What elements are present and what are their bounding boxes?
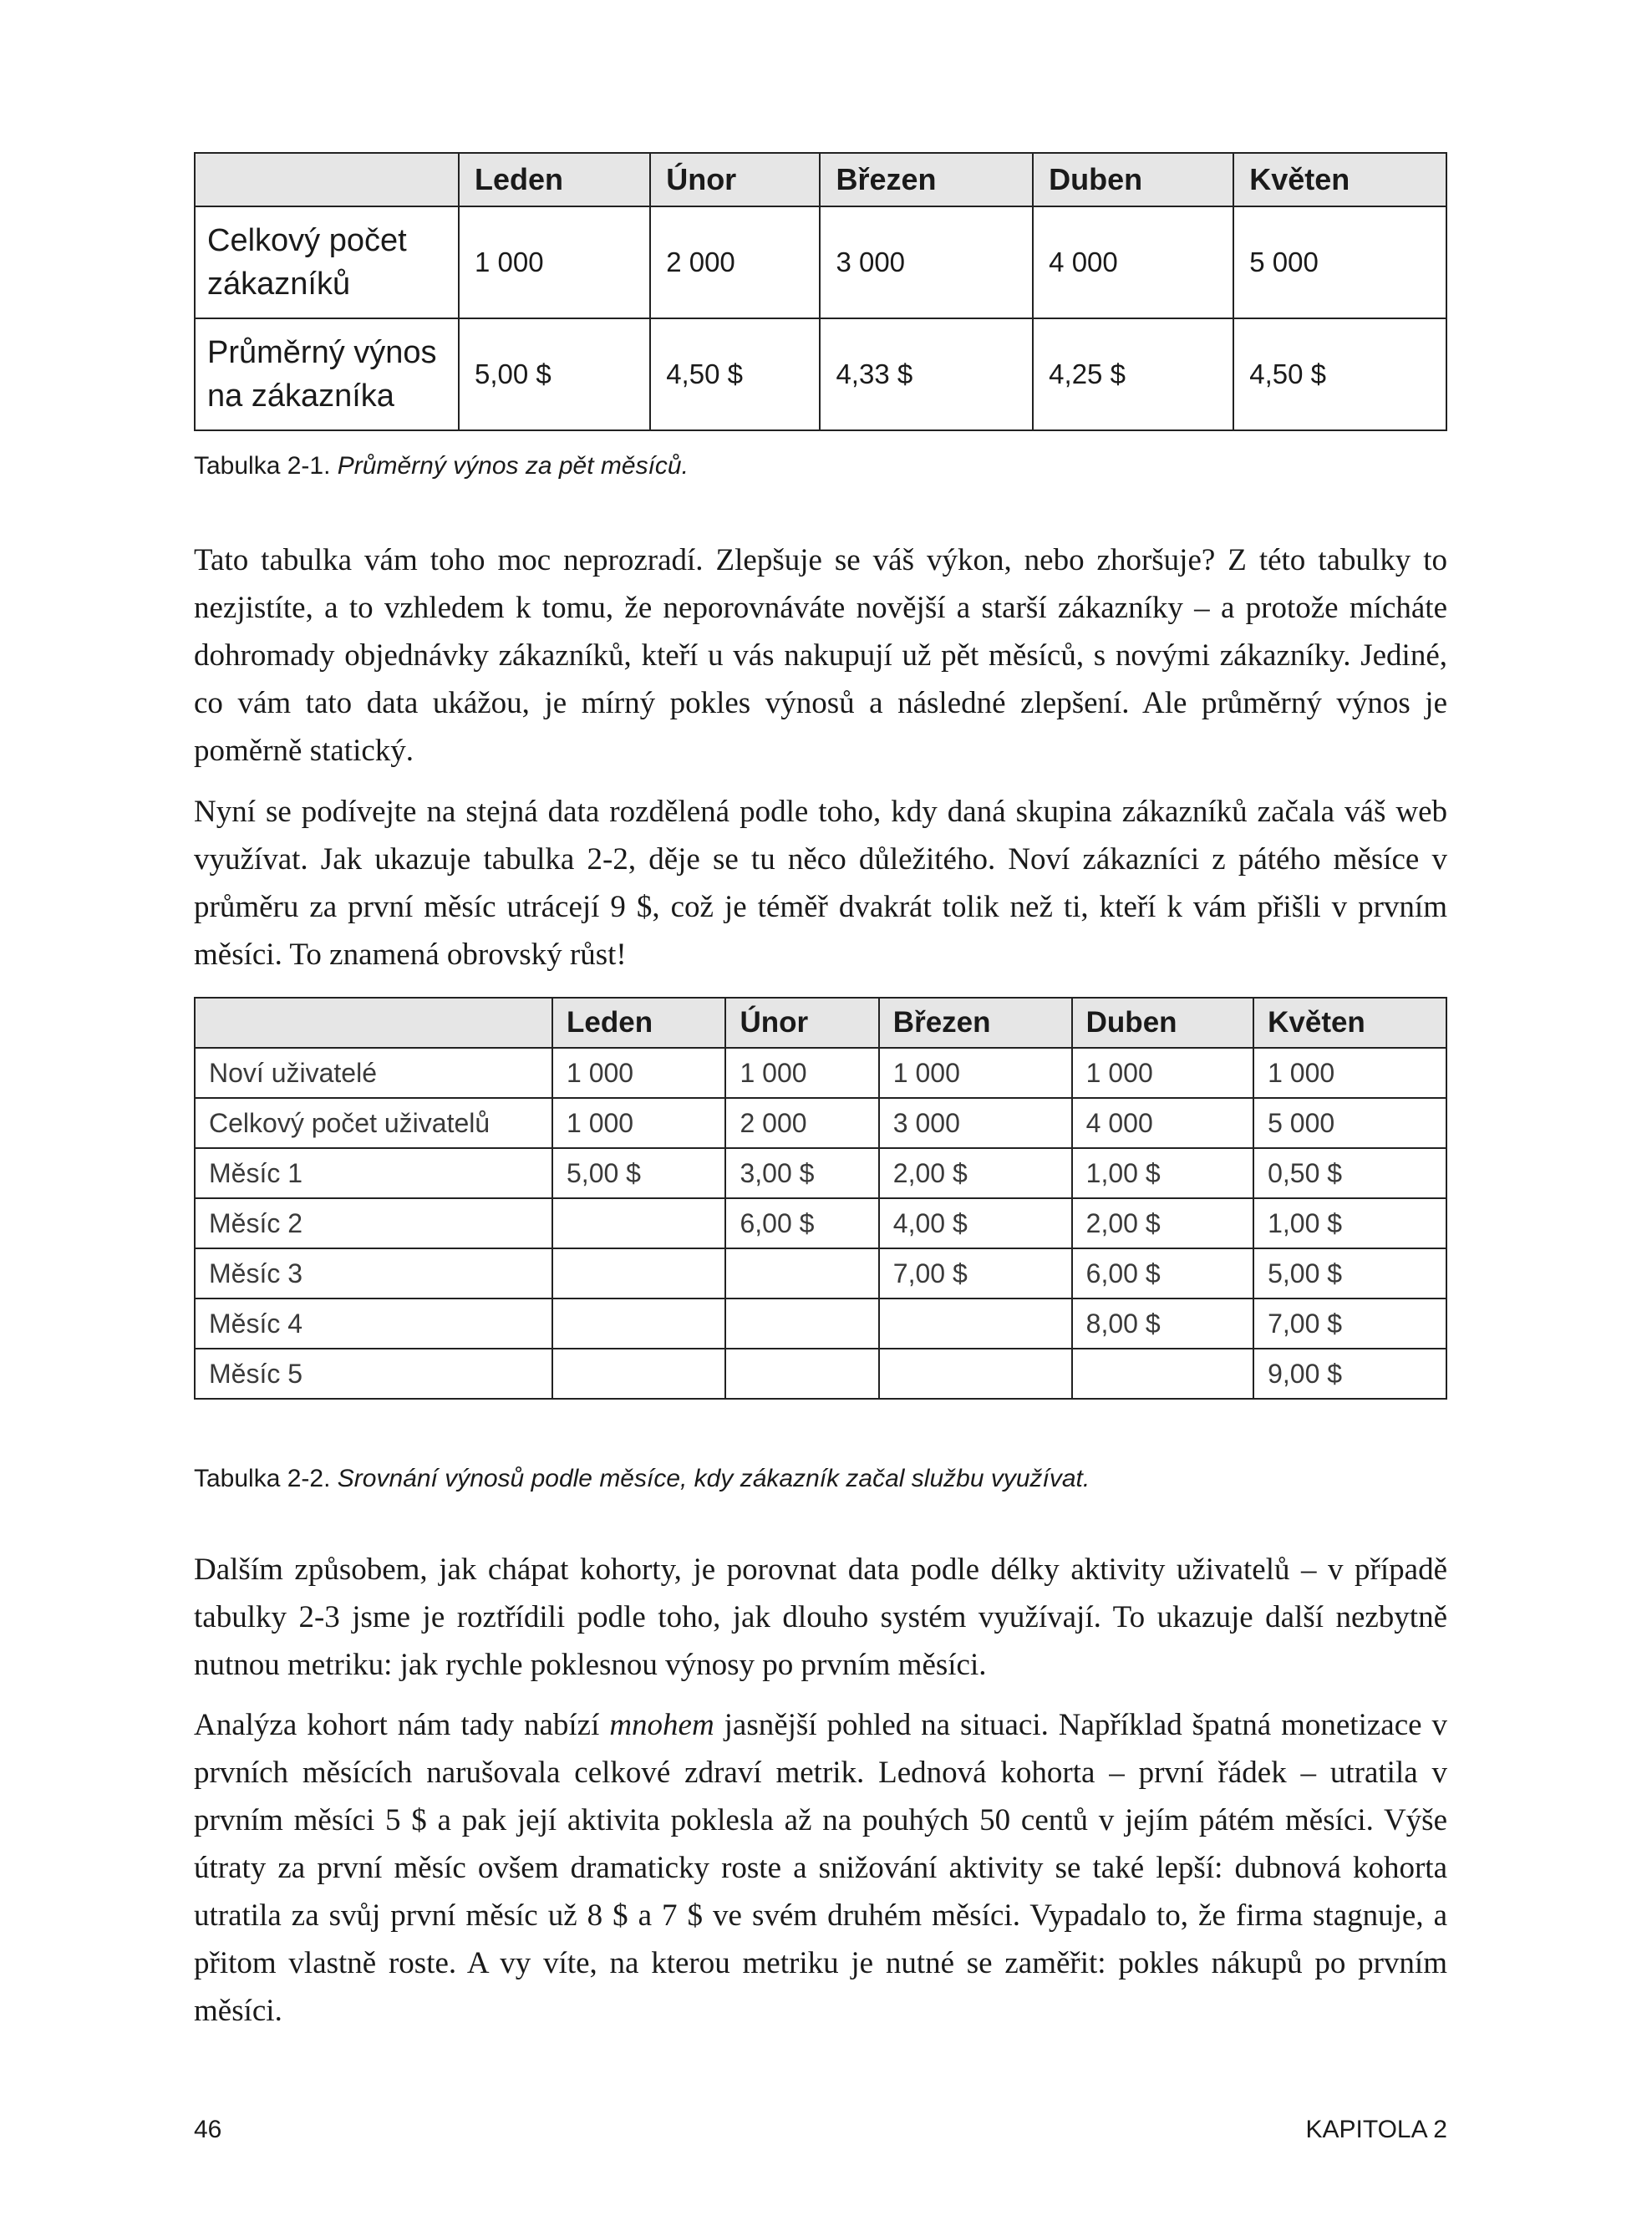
table-cell: 6,00 $ bbox=[1072, 1248, 1253, 1298]
table-row bbox=[195, 1048, 1446, 1098]
row-label: Měsíc 5 bbox=[195, 1349, 552, 1399]
table-row bbox=[195, 318, 1446, 430]
table-cell: 4,50 $ bbox=[1233, 318, 1446, 430]
table-row bbox=[195, 1148, 1446, 1198]
paragraph: Tato tabulka vám toho moc neprozradí. Zlepšuje se váš výkon, nebo zhoršuje? Z této tabulky to nezjistíte, a to vzhledem k tomu, že neporovnáváte novější a starší zákazníky – a protože mícháte dohromady objednávky zákazníků, kteří u vás nakupují už pět měsíců, s novými zákazníky. Jediné, co vám tato data ukážou, je mírný pokles výnosů a následné zlepšení. Ale průměrný výnos je poměrně statický. bbox=[194, 543, 1447, 768]
table-cell: 5,00 $ bbox=[1253, 1248, 1446, 1298]
column-header: Duben bbox=[1033, 153, 1233, 206]
emphasis-text: mnohem bbox=[609, 1708, 714, 1742]
table-cell bbox=[725, 1349, 878, 1399]
table-cell: 5 000 bbox=[1253, 1098, 1446, 1148]
table-cell: 1 000 bbox=[879, 1048, 1072, 1098]
table-cell: 4 000 bbox=[1072, 1098, 1253, 1148]
row-label: Průměrný výnos na zákazníka bbox=[195, 318, 459, 430]
table-cell bbox=[552, 1198, 725, 1248]
table-row bbox=[195, 1298, 1446, 1349]
row-label: Celkový počet uživatelů bbox=[195, 1098, 552, 1148]
table-cell: 0,50 $ bbox=[1253, 1148, 1446, 1198]
table-cell: 1 000 bbox=[1072, 1048, 1253, 1098]
column-header: Únor bbox=[650, 153, 820, 206]
table-cell: 7,00 $ bbox=[879, 1248, 1072, 1298]
table-cell: 2 000 bbox=[650, 206, 820, 318]
table-row bbox=[195, 1248, 1446, 1298]
table-cell: 1 000 bbox=[459, 206, 650, 318]
table-cell: 1,00 $ bbox=[1253, 1198, 1446, 1248]
column-header: Květen bbox=[1233, 153, 1446, 206]
table-cell bbox=[552, 1298, 725, 1349]
table-cell: 4,00 $ bbox=[879, 1198, 1072, 1248]
table-cell: 6,00 $ bbox=[725, 1198, 878, 1248]
table-cell: 2,00 $ bbox=[1072, 1198, 1253, 1248]
table-cell: 1,00 $ bbox=[1072, 1148, 1253, 1198]
table-cell: 3 000 bbox=[879, 1098, 1072, 1148]
table-cell: 4,50 $ bbox=[650, 318, 820, 430]
table-row bbox=[195, 1349, 1446, 1399]
table-cell: 8,00 $ bbox=[1072, 1298, 1253, 1349]
table-cell: 1 000 bbox=[552, 1098, 725, 1148]
column-header: Květen bbox=[1253, 998, 1446, 1048]
table-cell bbox=[552, 1248, 725, 1298]
table-row bbox=[195, 1098, 1446, 1148]
column-header: Duben bbox=[1072, 998, 1253, 1048]
paragraph bbox=[194, 1701, 1447, 2035]
table-cell bbox=[879, 1298, 1072, 1349]
column-header: Leden bbox=[459, 153, 650, 206]
row-label: Měsíc 1 bbox=[195, 1148, 552, 1198]
running-footer-chapter: KAPITOLA 2 bbox=[1305, 2116, 1447, 2143]
caption-text: Srovnání výnosů podle měsíce, kdy zákazník začal službu využívat. bbox=[337, 1465, 1090, 1492]
paragraph-text: Analýza kohort nám tady nabízí bbox=[194, 1708, 610, 1742]
table-cell: 5 000 bbox=[1233, 206, 1446, 318]
row-label: Noví uživatelé bbox=[195, 1048, 552, 1098]
table-cell bbox=[552, 1349, 725, 1399]
paragraph: Dalším způsobem, jak chápat kohorty, je porovnat data podle délky aktivity uživatelů – v případě tabulky 2-3 jsme je roztřídili podle toho, jak dlouho systém využívají. To ukazuje další nezbytně nutnou metriku: jak rychle poklesnou výnosy po prvním měsíci. bbox=[194, 1553, 1447, 1682]
table-caption bbox=[194, 1465, 1090, 1493]
table-cell bbox=[879, 1349, 1072, 1399]
table-cell: 1 000 bbox=[1253, 1048, 1446, 1098]
table-caption bbox=[194, 452, 689, 480]
table-cell bbox=[725, 1298, 878, 1349]
table-cell: 4,33 $ bbox=[820, 318, 1033, 430]
row-label: Měsíc 4 bbox=[195, 1298, 552, 1349]
table-cell: 9,00 $ bbox=[1253, 1349, 1446, 1399]
table-cell: 5,00 $ bbox=[552, 1148, 725, 1198]
table-header-row bbox=[195, 998, 1446, 1048]
table-cell: 4,25 $ bbox=[1033, 318, 1233, 430]
column-header bbox=[195, 998, 552, 1048]
row-label: Měsíc 2 bbox=[195, 1198, 552, 1248]
table-2-2 bbox=[194, 997, 1447, 1400]
caption-prefix: Tabulka 2-2. bbox=[194, 1465, 331, 1492]
table-cell: 1 000 bbox=[552, 1048, 725, 1098]
column-header: Únor bbox=[725, 998, 878, 1048]
column-header: Březen bbox=[879, 998, 1072, 1048]
caption-prefix: Tabulka 2-1. bbox=[194, 452, 331, 480]
row-label: Měsíc 3 bbox=[195, 1248, 552, 1298]
table-2-1 bbox=[194, 152, 1447, 431]
table-cell: 5,00 $ bbox=[459, 318, 650, 430]
table-cell: 7,00 $ bbox=[1253, 1298, 1446, 1349]
page-number: 46 bbox=[194, 2116, 222, 2143]
table-cell: 4 000 bbox=[1033, 206, 1233, 318]
paragraph-text: jasnější pohled na situaci. Například špatná monetizace v prvních měsících narušovala celkové zdraví metrik. Lednová kohorta – první řádek – utratila v prvním měsíci 5 $ a pak její aktivita poklesla až na pouhých 50 centů v jejím pátém měsíci. Výše útraty za první měsíc ovšem dramaticky roste a snižování aktivity se také lepší: dubnová kohorta utratila za svůj první měsíc už 8 $ a 7 $ ve svém druhém měsíci. Vypadalo to, že firma stagnuje, a přitom vlastně roste. A vy víte, na kterou metriku je nutné se zaměřit: pokles nákupů po prvním měsíci. bbox=[194, 1708, 1447, 2028]
table-cell bbox=[725, 1248, 878, 1298]
table-header-row bbox=[195, 153, 1446, 206]
table-row bbox=[195, 206, 1446, 318]
table-cell: 3 000 bbox=[820, 206, 1033, 318]
table-cell: 1 000 bbox=[725, 1048, 878, 1098]
table-row bbox=[195, 1198, 1446, 1248]
table-cell: 2 000 bbox=[725, 1098, 878, 1148]
caption-text: Průměrný výnos za pět měsíců. bbox=[337, 452, 689, 480]
column-header bbox=[195, 153, 459, 206]
paragraph: Nyní se podívejte na stejná data rozdělená podle toho, kdy daná skupina zákazníků začala váš web využívat. Jak ukazuje tabulka 2-2, děje se tu něco důležitého. Noví zákazníci z pátého měsíce v průměru za první měsíc utrácejí 9 $, což je téměř dvakrát tolik než ti, kteří k vám přišli v prvním měsíci. To znamená obrovský růst! bbox=[194, 795, 1447, 972]
column-header: Leden bbox=[552, 998, 725, 1048]
table-cell: 2,00 $ bbox=[879, 1148, 1072, 1198]
table-cell: 3,00 $ bbox=[725, 1148, 878, 1198]
table-cell bbox=[1072, 1349, 1253, 1399]
column-header: Březen bbox=[820, 153, 1033, 206]
row-label: Celkový počet zákazníků bbox=[195, 206, 459, 318]
